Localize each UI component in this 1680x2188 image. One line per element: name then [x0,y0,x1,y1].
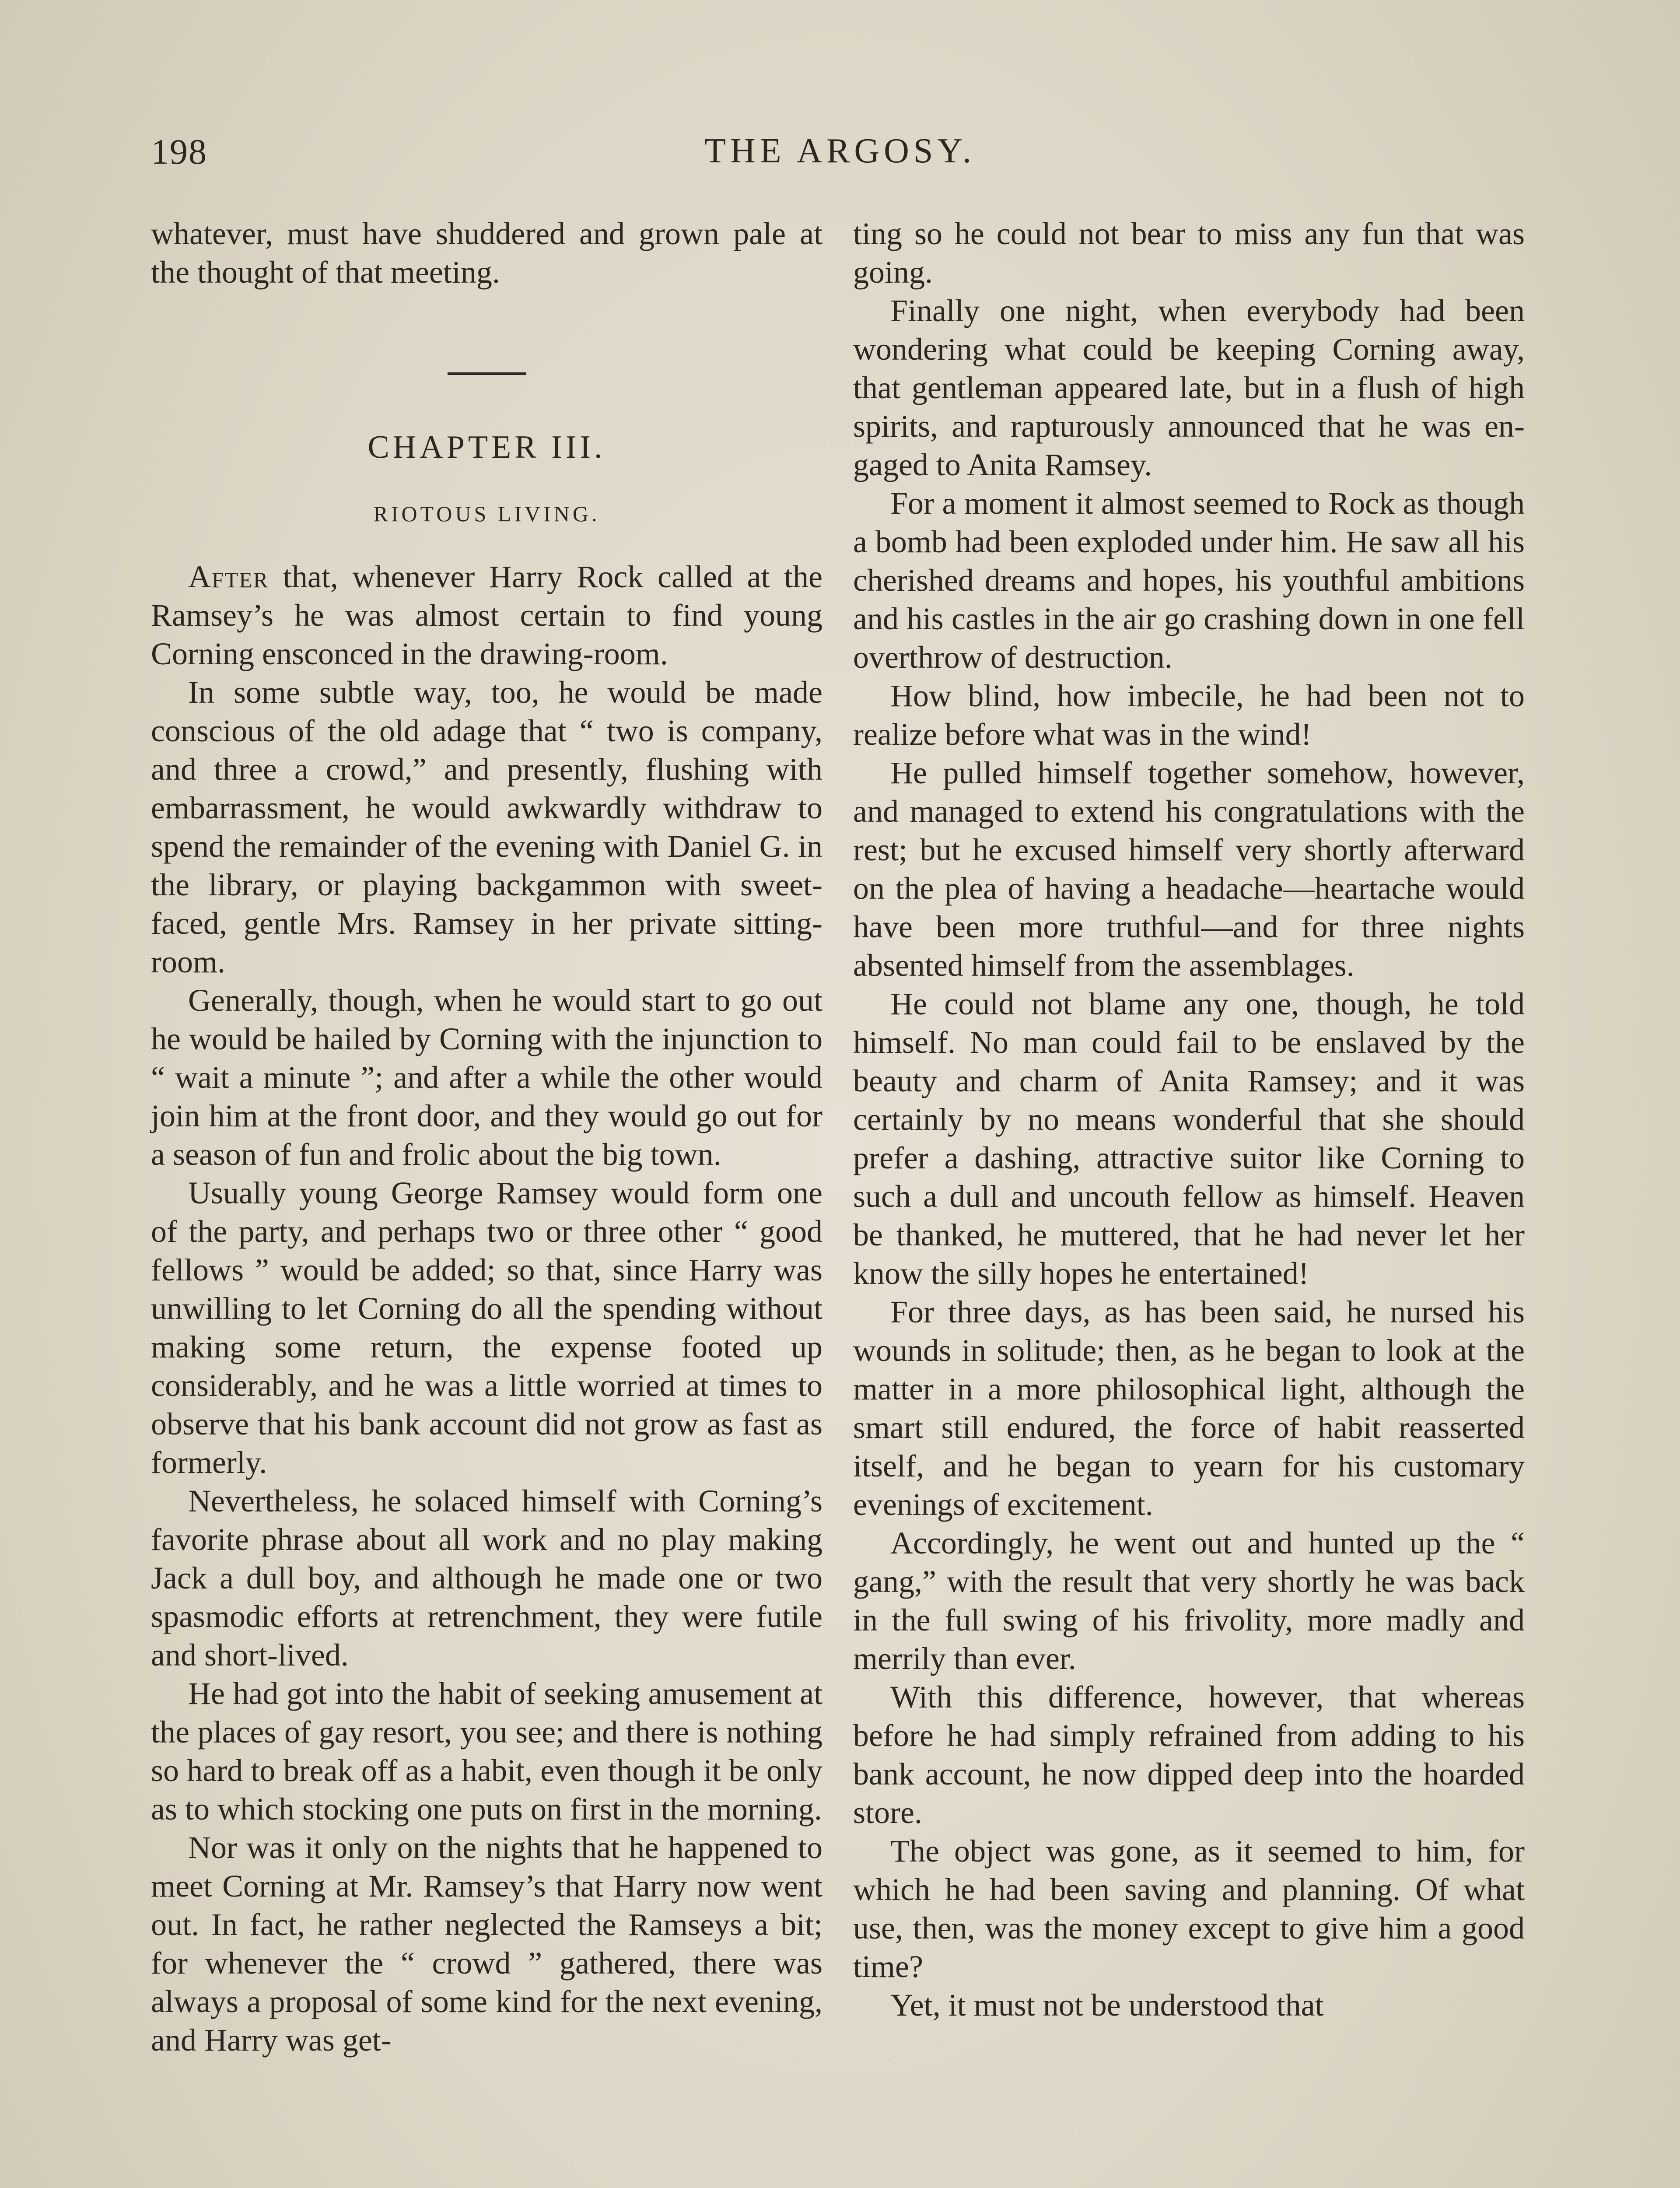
paragraph: The object was gone, as it seemed to him, for which he had been saving and planning. Of what use, then, was the money except to give him a good time? [853,1834,1525,1984]
section-divider [448,372,526,375]
paragraph: Generally, though, when he would start to go out he would be hailed by Corning with the injunction to “ wait a minute ”; and after a while the other would join him at the front door, and they would go out for a season of fun and frolic about the big town. [151,983,822,1172]
paragraph: Nor was it only on the nights that he happened to meet Corning at Mr. Ramsey’s that Harry now went out. In fact, he rather neglected the Ramseys a bit; for whenever the “ crowd ” gathered, there was always a proposal of some kind for the next evening, and Harry was get- [151,1830,822,2058]
paragraph: Yet, it must not be understood that [890,1988,1324,2023]
right-column [853,214,1525,2024]
paragraph: He could not blame any one, though, he told himself. No man could fail to be enslaved by the beauty and charm of Anita Ramsey; and it was certainly by no means wonderful that she should prefer a dashing, attractive suitor like Corning to such a dull and uncouth fellow as himself. Heaven be thanked, he muttered, that he had never let her know the silly hopes he entertained! [853,986,1525,1291]
left-column [151,214,822,2059]
magazine-title: THE ARGOSY. [704,132,976,170]
paragraph: In some subtle way, too, he would be made conscious of the old adage that “ two is company, and three a crowd,” and presently, flushing with embarrassment, he would awkwardly withdraw to spend the remainder of the evening with Daniel G. in the library, or playing backgammon with sweet-faced, gentle Mrs. Ramsey in her private sitting-room. [151,675,822,979]
paragraph: Finally one night, when everybody had been wondering what could be keeping Corning away, that gentleman appeared late, but in a flush of high spirits, and rapturously announced that he was engaged to Anita Ramsey. [853,293,1525,482]
paragraph: For three days, as has been said, he nursed his wounds in solitude; then, as he began to look at the matter in a more philosophical light, although the smart still endured, the force of habit reasserted itself, and he began to yearn for his customary evenings of excitement. [853,1294,1525,1522]
paragraph: With this difference, however, that whereas before he had simply refrained from adding to his bank account, he now dipped deep into the hoarded store. [853,1680,1525,1830]
chapter-heading: CHAPTER III. [368,429,606,465]
paragraph: He had got into the habit of seeking amusement at the places of gay resort, you see; and there is nothing so hard to break off as a habit, even though it be only as to which stocking one puts on first in the morning. [151,1676,822,1827]
paragraph: whatever, must have shuddered and grown pale at the thought of that meeting. [151,216,822,290]
paragraph: Accordingly, he went out and hunted up the “ gang,” with the result that very shortly he was back in the full swing of his frivolity, more madly and merrily than ever. [853,1525,1525,1676]
chapter-subtitle: RIOTOUS LIVING. [373,501,600,526]
paragraph: How blind, how imbecile, he had been not to realize before what was in the wind! [853,678,1525,752]
paragraph: ting so he could not bear to miss any fun that was going. [853,216,1525,290]
page-number: 198 [151,132,207,172]
chapter-opening-word: After [188,559,269,594]
paragraph: Usually young George Ramsey would form one of the party, and perhaps two or three other “ good fellows ” would be added; so that, since Harry was unwilling to let Corning do all the spending without making some return, the expense footed up considerably, and he was a little worried at times to observe that his bank account did not grow as fast as formerly. [151,1175,822,1480]
chapter-opening-text: that, whenever Harry Rock called at the Ramsey’s he was almost certain to find young Corning ensconced in the drawing-room. [151,559,822,671]
paragraph: He pulled himself together somehow, however, and managed to extend his congratulations with the rest; but he excused himself very shortly afterward on the plea of having a headache—heartache would have been more truthful—and for three nights absented himself from the assemblages. [853,755,1525,983]
paragraph: Nevertheless, he solaced himself with Corning’s favorite phrase about all work and no play making Jack a dull boy, and although he made one or two spasmodic efforts at retrenchment, they were futile and short-lived. [151,1483,822,1673]
running-head [151,131,1529,179]
paragraph: For a moment it almost seemed to Rock as though a bomb had been exploded under him. He saw all his cherished dreams and hopes, his youthful ambitions and his castles in the air go crashing down in one fell overthrow of destruction. [853,486,1525,675]
chapter-opening-paragraph [151,558,822,673]
